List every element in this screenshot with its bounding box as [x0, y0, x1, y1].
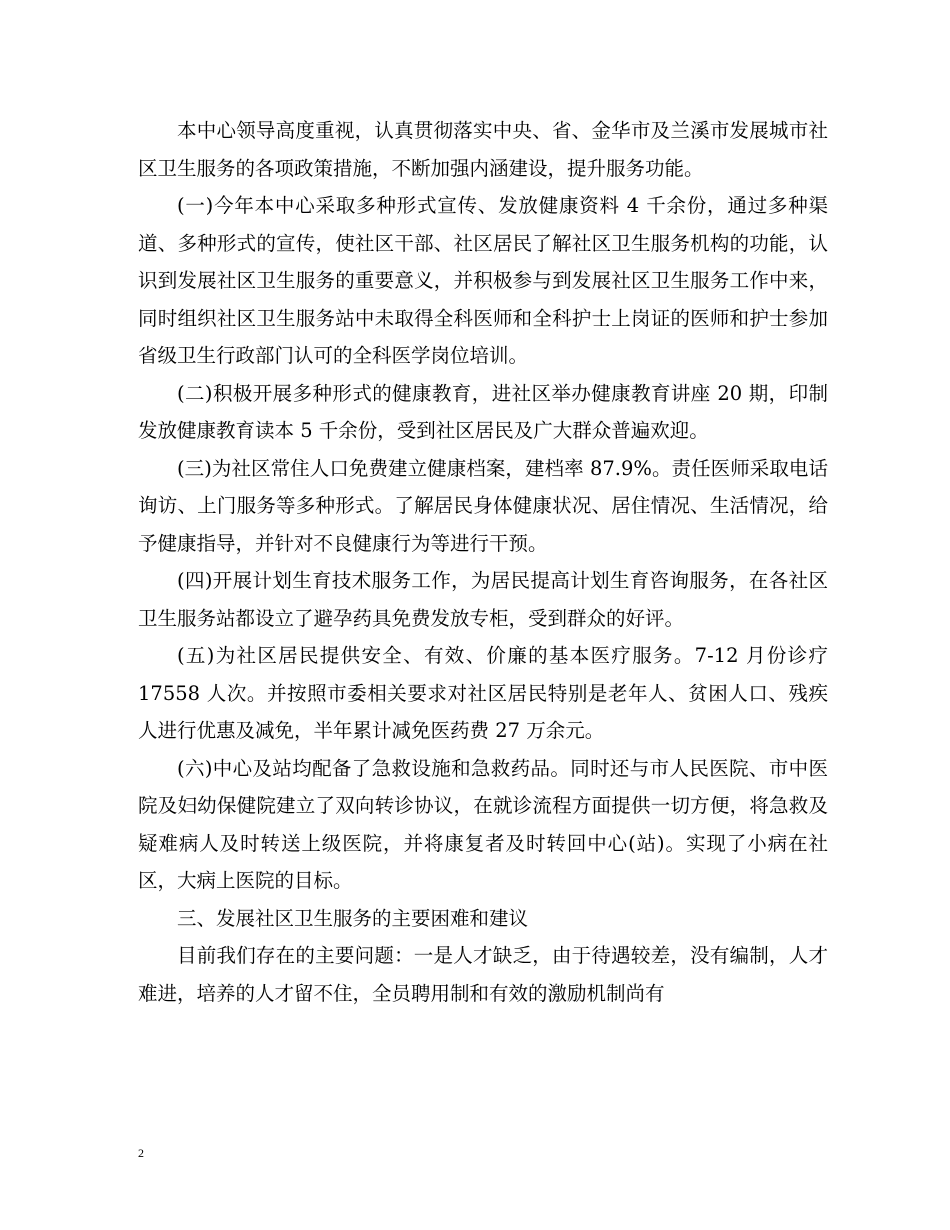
paragraph-item-3: (三)为社区常住人口免费建立健康档案，建档率 87.9%。责任医师采取电话询访、上门服务等多种形式。了解居民身体健康状况、居住情况、生活情况，给予健康指导，并针对不良健康行为等进行干预。 [138, 456, 828, 555]
paragraph-item-5: (五)为社区居民提供安全、有效、价廉的基本医疗服务。7-12 月份诊疗 17558 人次。并按照市委相关要求对社区居民特别是老年人、贫困人口、残疾人进行优惠及减免，半年累计减免医药费 27 万余元。 [138, 644, 828, 742]
paragraph-item-4: (四)开展计划生育技术服务工作，为居民提高计划生育咨询服务，在各社区卫生服务站都设立了避孕药具免费发放专柜，受到群众的好评。 [138, 569, 828, 630]
page-number: 2 [138, 1146, 144, 1160]
paragraph-item-2: (二)积极开展多种形式的健康教育，进社区举办健康教育讲座 20 期，印制发放健康教育读本 5 千余份，受到社区居民及广大群众普遍欢迎。 [138, 381, 828, 442]
section-heading: 三、发展社区卫生服务的主要困难和建议 [177, 906, 529, 930]
paragraph-intro: 本中心领导高度重视，认真贯彻落实中央、省、金华市及兰溪市发展城市社区卫生服务的各项政策措施，不断加强内涵建设，提升服务功能。 [138, 119, 828, 180]
paragraph-item-6: (六)中心及站均配备了急救设施和急救药品。同时还与市人民医院、市中医院及妇幼保健院建立了双向转诊协议，在就诊流程方面提供一切方便，将急救及疑难病人及时转送上级医院，并将康复者及时转回中心(站)。实现了小病在社区，大病上医院的目标。 [138, 756, 828, 892]
body-text [138, 112, 828, 1012]
paragraph-item-1: (一)今年本中心采取多种形式宣传、发放健康资料 4 千余份，通过多种渠道、多种形式的宣传，使社区干部、社区居民了解社区卫生服务机构的功能，认识到发展社区卫生服务的重要意义，并积极参与到发展社区卫生服务工作中来，同时组织社区卫生服务站中未取得全科医师和全科护士上岗证的医师和护士参加省级卫生行政部门认可的全科医学岗位培训。 [138, 194, 828, 367]
paragraph-problems: 目前我们存在的主要问题：一是人才缺乏，由于待遇较差，没有编制，人才难进，培养的人才留不住，全员聘用制和有效的激励机制尚有 [138, 944, 828, 1005]
